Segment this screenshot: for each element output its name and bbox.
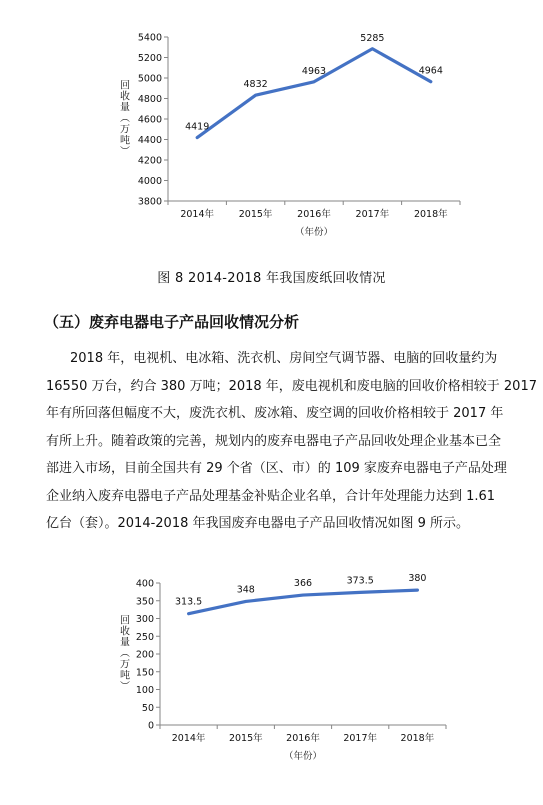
y-tick-label: 3800 xyxy=(137,196,162,208)
section-heading: （五）废弃电器电子产品回收情况分析 xyxy=(44,313,300,331)
x-tick-label: 2015年 xyxy=(238,209,273,220)
paragraph-line: 年有所回落但幅度不大，废洗衣机、废冰箱、废空调的回收价格相较于 2017 年 xyxy=(46,406,504,421)
y-tick-label: 4400 xyxy=(137,135,162,146)
series-line xyxy=(189,590,418,614)
y-axis-title: 回收量（万吨） xyxy=(117,614,129,692)
x-tick-label: 2017年 xyxy=(343,733,378,744)
y-tick-label: 400 xyxy=(135,578,154,590)
data-label: 366 xyxy=(293,578,313,590)
x-tick-label: 2014年 xyxy=(180,209,215,220)
x-tick-label: 2015年 xyxy=(228,733,263,744)
data-label: 4832 xyxy=(243,79,268,91)
x-axis-title: （年份） xyxy=(283,751,323,762)
data-label: 348 xyxy=(236,584,255,596)
x-tick-label: 2018年 xyxy=(400,733,435,744)
x-tick-label: 2014年 xyxy=(171,733,206,744)
y-tick-label: 350 xyxy=(135,596,154,608)
x-tick-label: 2016年 xyxy=(297,209,331,220)
data-label: 5285 xyxy=(360,32,385,44)
x-tick-label: 2018年 xyxy=(413,209,448,220)
body-paragraph xyxy=(46,345,537,538)
data-label: 313.5 xyxy=(174,596,203,608)
recycled-paper-line-chart xyxy=(0,0,543,260)
y-tick-label: 4000 xyxy=(137,176,162,187)
y-tick-label: 100 xyxy=(135,685,154,696)
figure-8-caption: 图 8 2014-2018 年我国废纸回收情况 xyxy=(157,271,386,286)
y-axis-title: 回收量（万吨） xyxy=(117,79,129,157)
x-axis-title: （年份） xyxy=(294,227,334,238)
data-label: 4419 xyxy=(185,121,210,133)
y-tick-label: 5200 xyxy=(137,53,162,64)
paragraph-line: 16550 万台，约合 380 万吨；2018 年，废电视机和废电脑的回收价格相较于 2017 xyxy=(46,378,537,394)
data-label: 373.5 xyxy=(346,575,374,587)
y-tick-label: 5400 xyxy=(137,32,162,44)
x-tick-label: 2016年 xyxy=(286,733,320,744)
paragraph-line: 2018 年，电视机、电冰箱、洗衣机、房间空气调节器、电脑的回收量约为 xyxy=(70,351,498,366)
ewaste-line-chart xyxy=(0,565,543,805)
y-tick-label: 250 xyxy=(135,631,154,643)
paragraph-line: 有所上升。随着政策的完善，规划内的废弃电器电子产品回收处理企业基本已全 xyxy=(46,433,502,449)
y-tick-label: 4800 xyxy=(137,94,162,105)
y-tick-label: 0 xyxy=(147,720,154,732)
series-line xyxy=(197,49,431,138)
y-tick-label: 4200 xyxy=(137,155,162,167)
chart-canvas xyxy=(0,0,543,260)
y-tick-label: 150 xyxy=(135,667,154,679)
paragraph-line: 亿台（套）。2014-2018 年我国废弃电器电子产品回收情况如图 9 所示。 xyxy=(46,516,470,531)
x-tick-label: 2017年 xyxy=(355,209,390,220)
data-label: 4964 xyxy=(418,65,443,77)
y-tick-label: 200 xyxy=(135,649,154,661)
y-tick-label: 5000 xyxy=(137,73,162,85)
chart-canvas xyxy=(0,565,543,805)
y-tick-label: 50 xyxy=(141,702,154,714)
paragraph-line: 部进入市场，目前全国共有 29 个省（区、市）的 109 家废弃电器电子产品处理 xyxy=(46,461,507,476)
data-label: 380 xyxy=(408,573,427,585)
data-label: 4963 xyxy=(301,65,327,77)
y-tick-label: 4600 xyxy=(137,114,162,126)
paragraph-line: 企业纳入废弃电器电子产品处理基金补贴企业名单，合计年处理能力达到 1.61 xyxy=(46,488,496,504)
y-tick-label: 300 xyxy=(135,614,154,625)
